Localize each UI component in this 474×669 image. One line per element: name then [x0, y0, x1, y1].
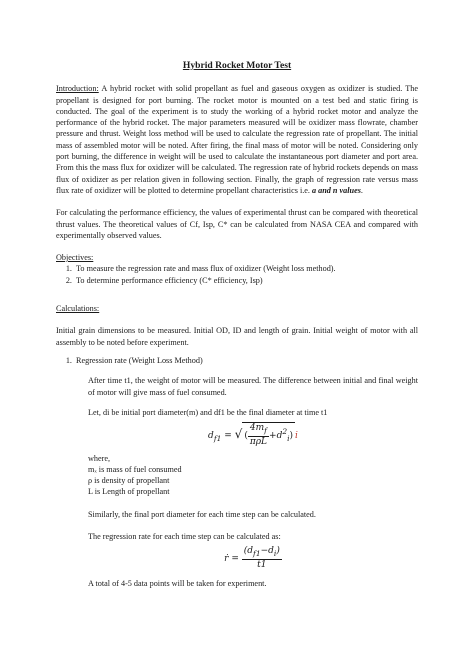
calculations-list [56, 355, 418, 366]
introduction-emphasis: a and n values [312, 185, 361, 195]
regression-rate-formula [88, 546, 418, 571]
objective-item: 2. To determine performance efficiency (C* efficiency, Isp) [74, 275, 418, 286]
regression-para-3: Similarly, the final port diameter for each time step can be calculated. [88, 509, 316, 519]
formula2-num-sub2: i [273, 549, 277, 559]
regression-para-4: The regression rate for each time step can be calculated as: [88, 532, 281, 541]
formula1-den: πρL [249, 437, 268, 448]
formula1-tail: i [295, 431, 298, 442]
calculation-item-regression: 1. Regression rate (Weight Loss Method) [74, 355, 418, 366]
definitions-list [88, 464, 418, 498]
formula1-num: 4m [249, 423, 265, 434]
formula1-lhs-sub: f1 [213, 434, 222, 444]
regression-section [56, 375, 418, 589]
definition-item: L is Length of propellant [88, 487, 170, 497]
formula1-plus: +d [269, 431, 283, 442]
introduction-text: A hybrid rocket with solid propellant as fuel and gaseous oxygen as oxidizer is studied. The propellant is designed for port burning. The rocket motor is mounted on a test bed and static firing is conducted. The goal of the experiment is to study the working of a hybrid rocket motor and analyze the performance of the hybrid rocket. The major parameters measured will be oxidizer mass flowrate, chamber pressure and thrust. Weight loss method will be used to calculate the regression rate of propellant. The initial mass of assembled motor will be noted. After firing, the final mass of motor will be noted. Considering only port burning, the difference in weight will be used to calculate the instantaneous port diameter and port area. From this the mass flux for oxidizer will be calculated. The regression rate of hybrid rockets depends on mass flux of oxidizer as per relation given in following section. Finally, the graph of regression rate versus mass flux rate of oxidizer will be plotted to determine propellant characteristics i.e. [56, 84, 418, 195]
objectives-list [56, 263, 418, 286]
objectives-heading: Objectives: [56, 253, 94, 263]
formula2-num-sub1: f1 [253, 549, 261, 559]
formula1-plus-sub: i [287, 434, 290, 444]
definition-item: mₓ is mass of fuel consumed [88, 464, 182, 474]
formula1-eq: = [224, 431, 232, 442]
document-title: Hybrid Rocket Motor Test [182, 60, 292, 71]
formula1-num-sub: f [264, 425, 267, 435]
formula2-fraction [242, 546, 282, 571]
introduction-end: . [360, 185, 363, 195]
regression-para-2: Let, di be initial port diameter(m) and df1 be the final diameter at time t1 [88, 407, 328, 417]
formula2-lhs: ṙ [224, 554, 229, 565]
formula2-eq: = [231, 554, 239, 565]
objective-item: 1. To measure the regression rate and mass flux of oxidizer (Weight loss method). [74, 263, 418, 274]
formula2-num: (d [243, 546, 254, 557]
where-label: where, [88, 453, 111, 463]
formula2-den: t1 [257, 560, 267, 571]
formula2-num-end: ) [276, 546, 280, 557]
introduction-paragraph [56, 83, 418, 196]
performance-paragraph: For calculating the performance efficiency, the values of experimental thrust can be compared with theoretical thrust values. The theoretical values of Cf, Isp, C* can be calculated from NASA CEA and compared with experimentally observed values. [56, 208, 418, 240]
regression-para-5: A total of 4-5 data points will be taken for experiment. [88, 578, 267, 588]
introduction-label: Introduction: [56, 84, 99, 94]
formula2-num-mid: −d [260, 546, 274, 557]
formula1-lhs: d [208, 431, 214, 442]
regression-para-1: After time t1, the weight of motor will be measured. The difference between initial and final weight of motor will give mass of fuel consumed. [88, 376, 418, 397]
port-diameter-formula: $d_{f1}$ = √ ( $\frac{4m_f}{\text{πρL}}$ $+d^2_i$) i [208, 423, 298, 448]
calculations-heading: Calculations: [56, 304, 100, 314]
formula1-plus-sup: 2 [282, 427, 288, 437]
definition-item: ρ is density of propellant [88, 476, 170, 486]
formula1-fraction [248, 423, 269, 448]
calculations-intro: Initial grain dimensions to be measured. Initial OD, ID and length of grain. Initial weight of motor with all assembly to be noted before experiment. [56, 326, 418, 347]
